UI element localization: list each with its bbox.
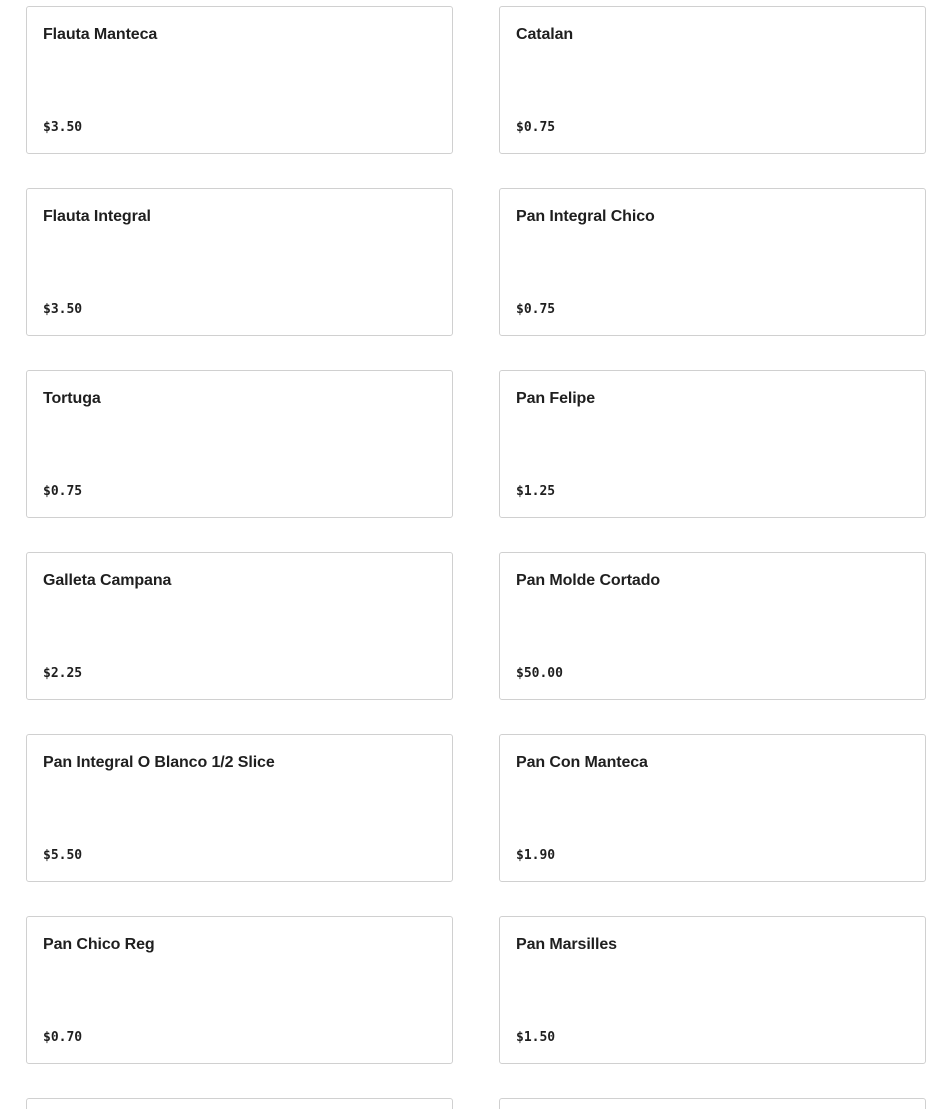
menu-item-price: $5.50 — [43, 848, 83, 863]
menu-item-card[interactable] — [499, 188, 926, 336]
menu-item-card[interactable] — [26, 188, 453, 336]
menu-item-name: Pan Chico Reg — [43, 936, 155, 953]
menu-item-price: $0.70 — [43, 1030, 83, 1045]
menu-item-price: $3.50 — [43, 302, 83, 317]
menu-item-name: Galleta Campana — [43, 572, 172, 589]
menu-item-price: $0.75 — [43, 484, 83, 499]
menu-item-name: Pan Marsilles — [516, 936, 617, 953]
menu-item-price: $1.90 — [516, 848, 556, 863]
menu-item-card[interactable] — [499, 370, 926, 518]
menu-item-name: Tortuga — [43, 390, 101, 407]
menu-item-card[interactable] — [26, 916, 453, 1064]
menu-item-price: $2.25 — [43, 666, 83, 681]
menu-item-price: $50.00 — [516, 666, 563, 681]
menu-item-name: Catalan — [516, 26, 574, 43]
menu-item-card[interactable] — [499, 1098, 926, 1109]
menu-item-name: Flauta Manteca — [43, 26, 158, 43]
menu-item-card[interactable] — [26, 734, 453, 882]
menu-item-card[interactable] — [26, 6, 453, 154]
menu-item-card[interactable] — [499, 552, 926, 700]
menu-item-price: $1.50 — [516, 1030, 556, 1045]
menu-item-card[interactable] — [26, 1098, 453, 1109]
menu-item-card[interactable] — [26, 370, 453, 518]
menu-item-price: $0.75 — [516, 120, 556, 135]
menu-item-name: Pan Con Manteca — [516, 754, 648, 771]
menu-item-card[interactable] — [26, 552, 453, 700]
menu-item-card[interactable] — [499, 734, 926, 882]
menu-item-name: Pan Integral Chico — [516, 208, 655, 225]
menu-item-name: Flauta Integral — [43, 208, 151, 225]
menu-item-card[interactable] — [499, 6, 926, 154]
menu-item-price: $0.75 — [516, 302, 556, 317]
menu-item-name: Pan Molde Cortado — [516, 572, 661, 589]
menu-item-card[interactable] — [499, 916, 926, 1064]
menu-item-price: $3.50 — [43, 120, 83, 135]
menu-item-name: Pan Integral O Blanco 1/2 Slice — [43, 754, 275, 771]
menu-item-price: $1.25 — [516, 484, 556, 499]
menu-item-name: Pan Felipe — [516, 390, 596, 407]
